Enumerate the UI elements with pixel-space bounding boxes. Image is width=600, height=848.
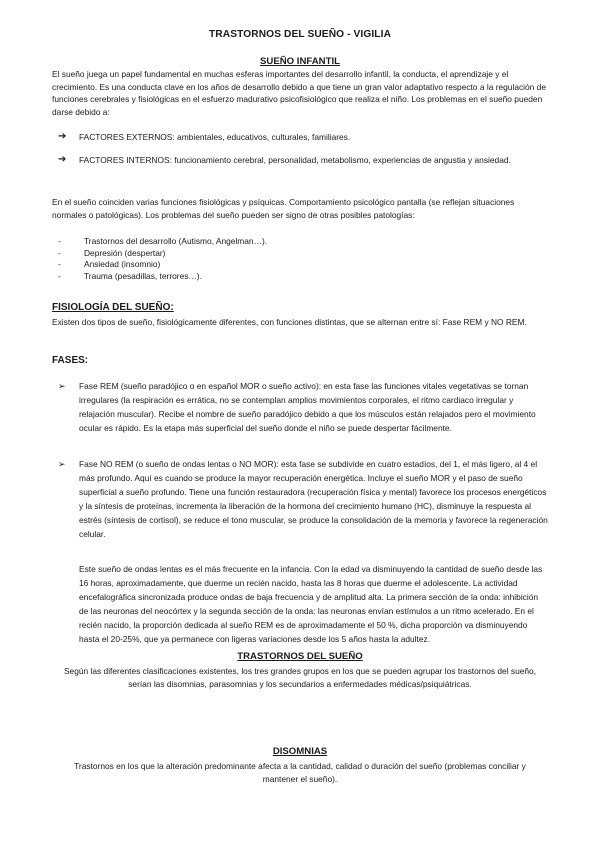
fase-no-rem-item	[58, 457, 550, 541]
coincide-paragraph: En el sueño coinciden varias funciones fisiológicas y psíquicas. Comportamiento psicológico pantalla (se reflejan situaciones normales o patológicas). Los problemas del sueño pueden ser signo de otras posibles patologías:	[52, 197, 515, 220]
list-item-text: Ansiedad (insomnio)	[84, 259, 161, 270]
pathology-list	[58, 236, 267, 282]
dash-bullet: -	[58, 270, 61, 281]
dash-bullet: -	[58, 236, 61, 246]
fisiologia-paragraph: Existen dos tipos de sueño, fisiológicamente diferentes, con funciones distintas, que se alternan entre sí: Fase REM y NO REM.	[52, 317, 527, 327]
list-item	[58, 248, 267, 260]
factor-item	[58, 131, 538, 144]
list-item-text: Trastornos del desarrollo (Autismo, Angelman…).	[84, 236, 268, 246]
list-item-text: Trauma (pesadillas, terrores…).	[84, 270, 202, 281]
section-heading-fisiologia: FISIOLOGÍA DEL SUEÑO:	[52, 302, 174, 313]
disomnias-paragraph: Trastornos en los que la alteración predominante afecta a la cantidad, calidad o duración del sueño (problemas conciliar y mantener el sueño).	[74, 761, 526, 784]
factor-text: FACTORES INTERNOS: funcionamiento cerebral, personalidad, metabolismo, experiencias de angustia y ansiedad.	[79, 155, 511, 165]
fase-rem-item	[58, 379, 550, 435]
arrow-bullet-icon: ➔	[58, 154, 67, 165]
section-heading-trastornos: TRASTORNOS DEL SUEÑO	[237, 651, 363, 662]
intro-paragraph: El sueño juega un papel fundamental en muchas esferas importantes del desarrollo infantil, la conducta, el aprendizaje y el crecimiento. Es una conducta clave en los años de desarrollo debido a que tiene un gran valor adaptativo respecto a la regulación de funciones cerebrales y fisiológicas en el esfuerzo madurativo psicofisiológico que realiza el niño. Los problemas en el sueño pueden darse debido a:	[52, 69, 546, 117]
section-heading-sueno-infantil: SUEÑO INFANTIL	[260, 56, 340, 67]
arrow-bullet-icon: ➔	[58, 131, 67, 142]
dash-bullet: -	[58, 247, 61, 258]
factor-text: FACTORES EXTERNOS: ambientales, educativos, culturales, familiares.	[79, 132, 351, 142]
section-heading-fases: FASES:	[52, 355, 89, 366]
list-item	[58, 271, 267, 283]
triangle-bullet-icon: ➢	[58, 459, 66, 469]
factor-item	[58, 154, 538, 167]
list-item	[58, 259, 267, 271]
document-title: TRASTORNOS DEL SUEÑO - VIGILIA	[208, 29, 392, 40]
list-item-text: Depresión (despertar)	[84, 247, 166, 258]
list-item	[58, 236, 267, 248]
dash-bullet: -	[58, 259, 61, 270]
trastornos-paragraph: Según las diferentes clasificaciones existentes, los tres grandes grupos en los que se pueden agrupar los trastornos del sueño, serían las disomnias, parasomnias y los secundarios a enfermedades médicas/psiquiátricas.	[63, 666, 537, 689]
fase-text: Fase NO REM (o sueño de ondas lentas o NO MOR): esta fase se subdivide en cuatro estadíos, del 1, el más ligero, al 4 el más profundo. Aquí es cuando se produce la mayor recuperación energética. Incluye el sueño MOR y el paso de sueño superficial a sueño profundo. Tiene una función restauradora (recuperación física y mental) favorece los procesos energéticos y la síntesis de proteínas, incrementa la liberación de la hormona del crecimiento humano (HC), disminuye la respuesta al estrés (síntesis de cortisol), se reduce el tono muscular, se produce la consolidación de la memoria y favorece la regeneración celular.	[79, 459, 548, 539]
triangle-bullet-icon: ➢	[58, 381, 66, 391]
section-heading-disomnias: DISOMNIAS	[272, 746, 328, 757]
ondas-lentas-paragraph: Este sueño de ondas lentas es el más frecuente en la infancia. Con la edad va disminuyendo la cantidad de sueño desde las 16 horas, aproximadamente, que duerme un recién nacido, hasta las 8 horas que duerme el adolescente. La actividad encefalográfica sincronizada produce ondas de baja frecuencia y de amplitud alta. La primera sección de la onda: inhibición de las neuronas del neocórtex y la segunda sección de la onda: las neuronas envían estímulos a un ritmo acelerado. En el recién nacido, la proporción dedicada al sueño REM es de aproximadamente el 50 %, dicha proporción va disminuyendo hasta el 20-25%, que ya permanece con ligeras variaciones desde los 5 años hasta la adultez.	[79, 564, 543, 644]
fase-text: Fase REM (sueño paradójico o en español MOR o sueño activo): en esta fase las funciones vitales vegetativas se tornan irregulares (la respiración es errática, no se contemplan amplios movimientos corporales, el ritmo cardiaco irregular y relajación muscular). Recibe el nombre de sueño paradójico debido a que los músculos están relajados pero el movimiento ocular es rápido. Es la etapa más superficial del sueño donde el niño se puede despertar fácilmente.	[79, 381, 536, 433]
